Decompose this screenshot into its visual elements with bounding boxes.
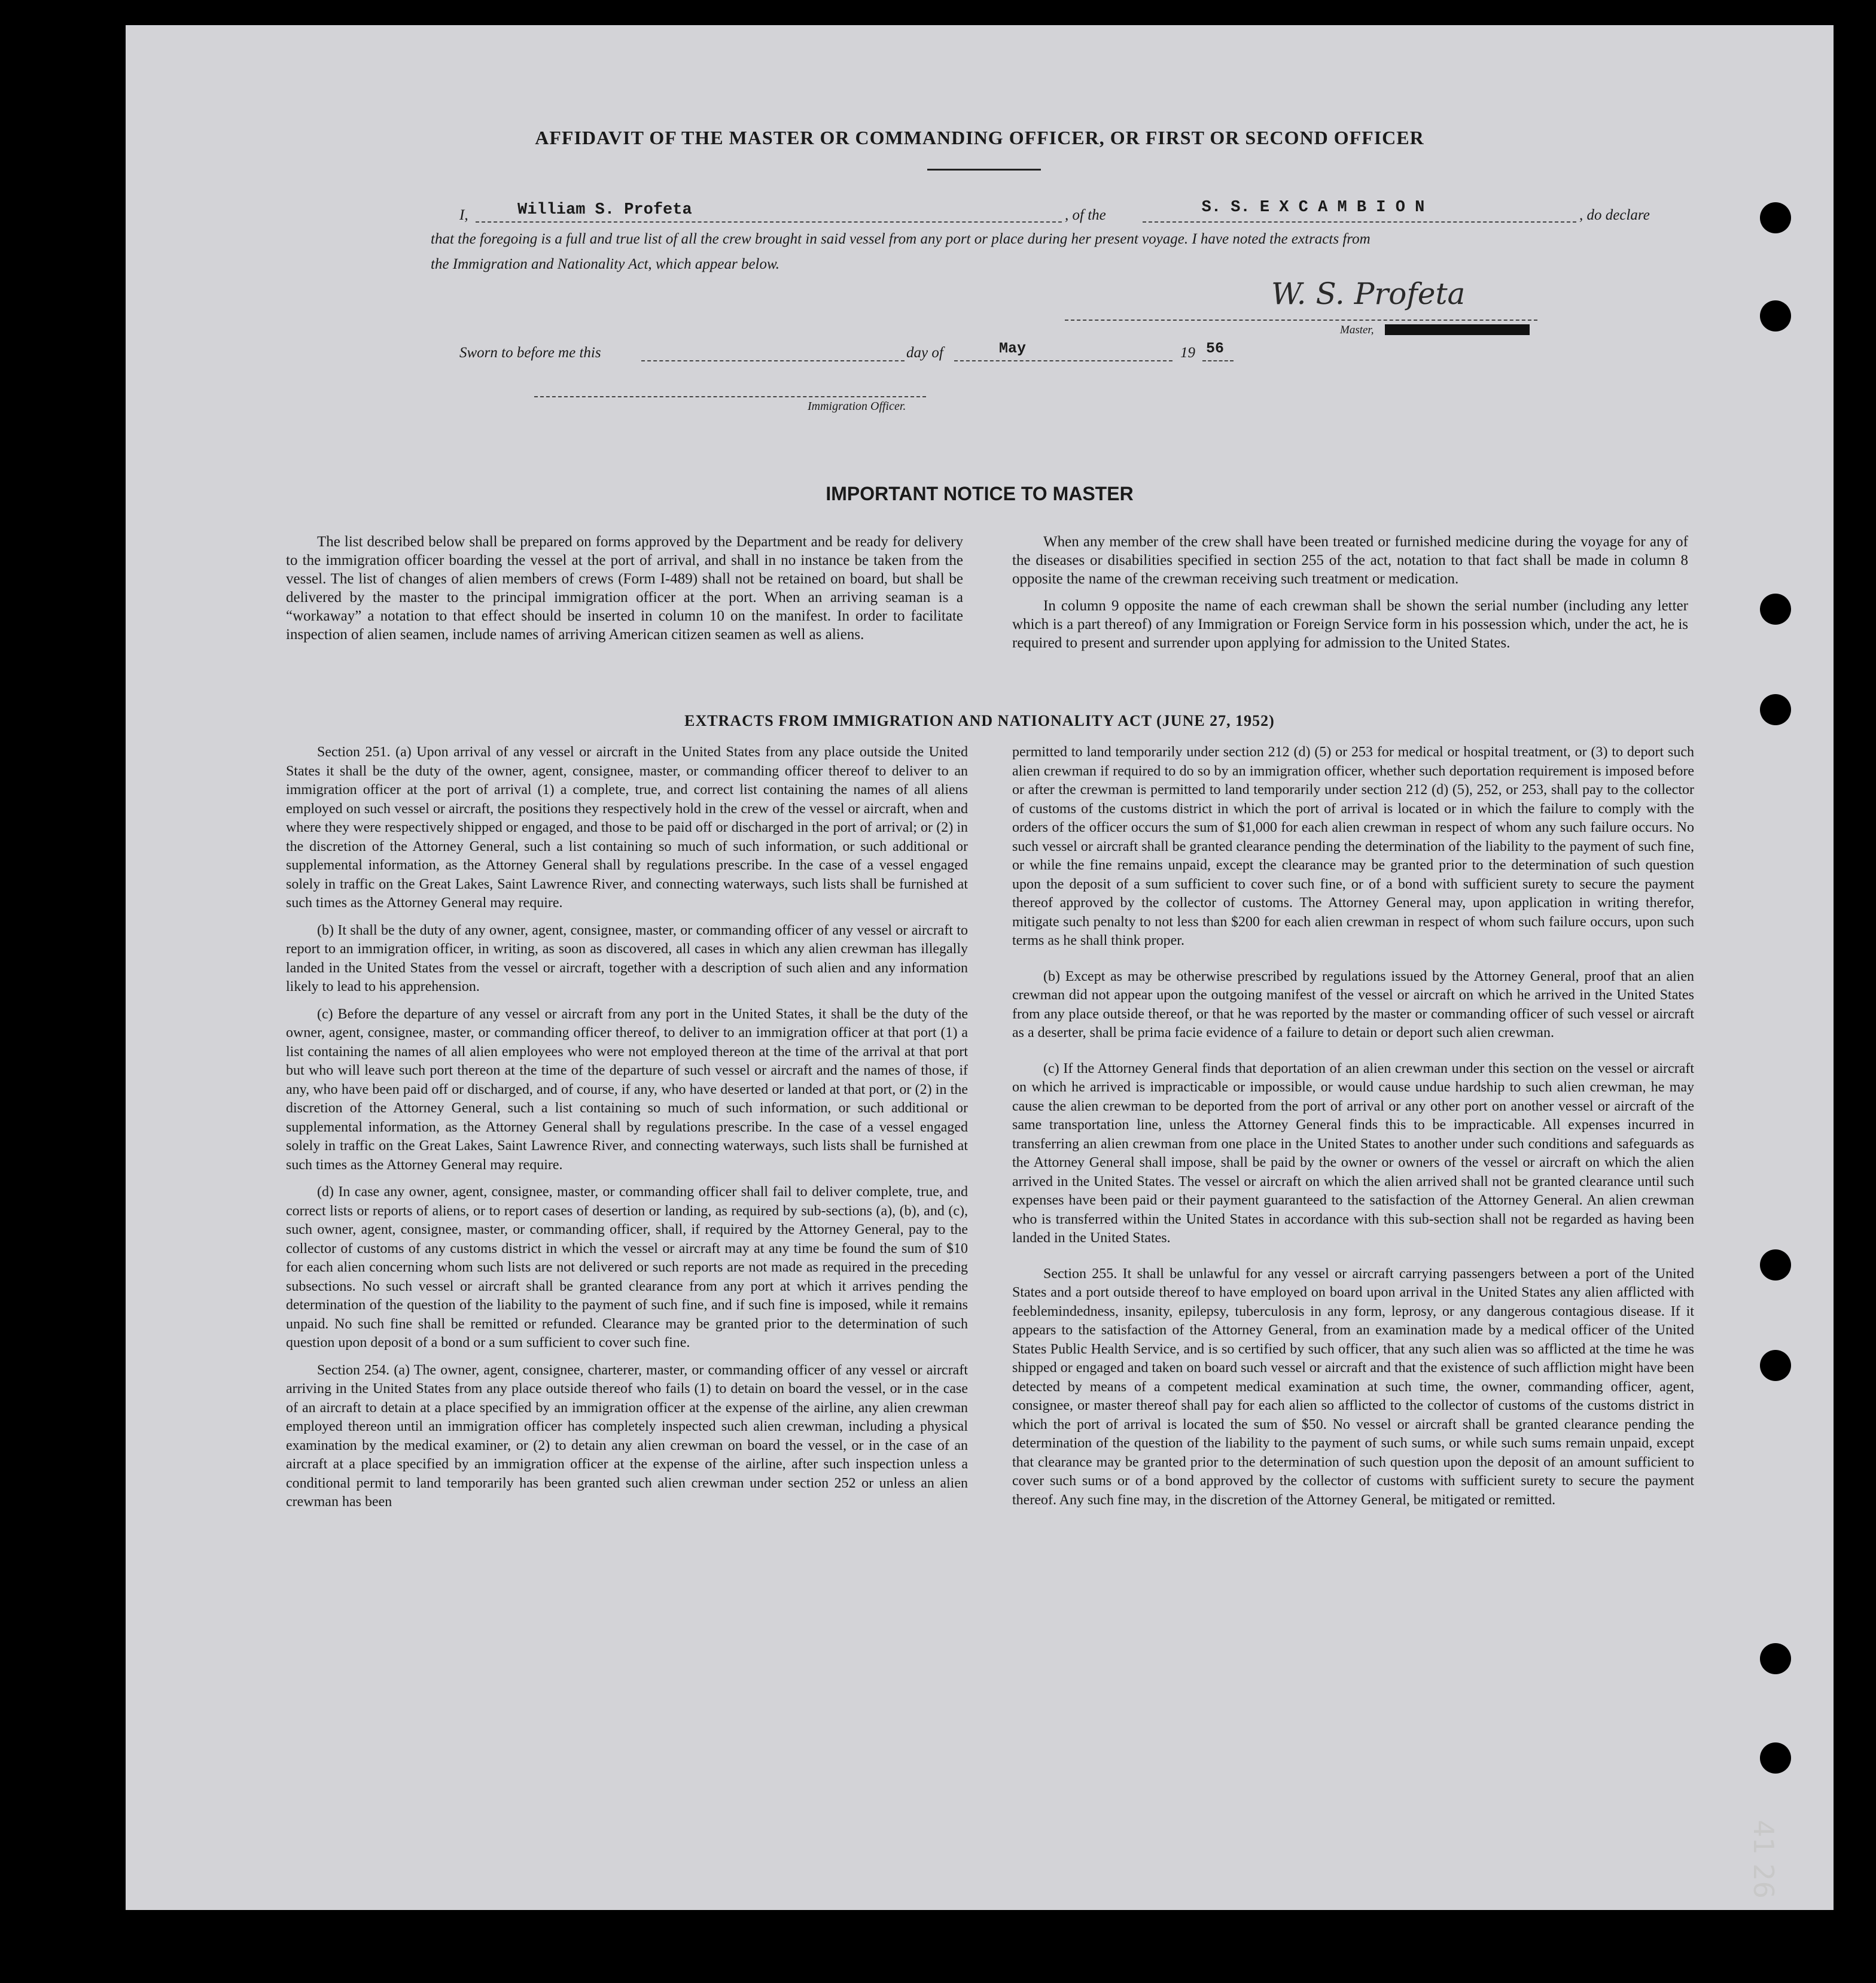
month-underline — [954, 360, 1172, 361]
master-signature: W. S. Profeta — [1271, 276, 1466, 311]
notice-heading: IMPORTANT NOTICE TO MASTER — [826, 483, 1134, 504]
extract-paragraph: (c) If the Attorney General finds that deportation of an alien crewman under this section on the vessel or aircraft on which he arrived is impracticable or impossible, or would cause undue hardship to such alien crewman, he may cause the alien crewman to be deported from the port of arrival or any other port on another vessel or aircraft of the same transportation line, unless the Attorney General finds this to be impracticable. All expenses incurred in transferring an alien crewman from one place in the United States to another under such conditions and safeguards as the Attorney General shall impose, shall be paid by the owner or owners of the vessel or aircraft on which the alien arrived in the United States. The vessel or aircraft on which the alien arrived shall not be granted clearance until such expenses have been paid or their payment guaranteed to the satisfaction of the Attorney General. An alien crewman who is transferred within the United States in accordance with this sub-section shall not be regarded as having been landed in the United States. — [1012, 1060, 1694, 1246]
handwritten-page-number: 41 26 — [1747, 1820, 1780, 1899]
notice-paragraph: The list described below shall be prepared on forms approved by the Department and be ready for delivery to the immigration officer boarding the vessel at the port of arrival, and shall in no instance be taken from the vessel. The list of changes of alien members of crews (Form I-489) shall not be retained on board, but shall be delivered by the master to the principal immigration officer at the port. When an arriving seaman is a “workaway” a notation to that effect should be inserted in column 10 on the manifest. In order to facilitate inspection of alien seamen, include names of arriving American citizen seamen as well as aliens. — [286, 534, 963, 643]
extract-paragraph: Section 254. (a) The owner, agent, consignee, charterer, master, or commanding officer of any vessel or aircraft arriving in the United States from any place outside thereof who fails (1) to detain on board the vessel, or in the case of an aircraft to detain at a place specified by an immigration officer at the expense of the airline, any alien crewman employed thereon until an immigration officer has completely inspected such alien crewman, including a physical examination by the medical examiner, or (2) to detain any alien crewman on board the vessel, or in the case of an aircraft at a place specified by an immigration officer at the expense of the airline, after such inspection unless a conditional permit to land temporarily has been granted such alien crewman under section 252 or unless an alien crewman has been — [286, 1362, 968, 1510]
day-of-label: day of — [906, 345, 943, 361]
extract-paragraph: (b) Except as may be otherwise prescribed by regulations issued by the Attorney General, proof that an alien crewman did not appear upon the outgoing manifest of the vessel or aircraft on which he arrived in the United States from any place outside thereof, or that he was reported by the master or commanding officer of such vessel or aircraft as a deserter, shall be prima facie evidence of a failure to detain or deport such alien crewman. — [1012, 968, 1694, 1041]
declaration-line-1: that the foregoing is a full and true list of all the crew brought in said vessel from any port or place during her present voyage. I have noted the extracts from — [431, 231, 1371, 247]
do-declare-label: , do declare — [1579, 207, 1650, 223]
binder-hole — [1760, 202, 1791, 233]
of-the-label: , of the — [1065, 207, 1106, 223]
extract-paragraph: permitted to land temporarily under section 212 (d) (5) or 253 for medical or hospital treatment, or (3) to deport such alien crewman if required to do so by an immigration officer, whether such deportation requirement is imposed before or after the crewman is permitted to land temporarily under section 212 (d) (5), 252, or 253, shall pay to the collector of customs of the customs district in which the port of arrival is located or in which the failure to comply with the orders of the officer occurs the sum of $1,000 for each alien crewman in respect of whom any such failure occurs. No such vessel or aircraft shall be granted clearance pending the determination of the liability to the payment of such fine, or while the fine remains unpaid, except the clearance may be granted prior to the determination of such question upon the deposit of a sum sufficient to cover such fine, or of a bond with sufficient surety to secure the payment thereof approved by the collector of customs. The Attorney General may, upon application in writing therefor, mitigate such penalty to not less than $200 for each alien crewman in respect of whom such failure occurs, upon such terms as he shall think proper. — [1012, 744, 1694, 948]
notice-left-column — [286, 533, 963, 652]
extracts-heading: EXTRACTS FROM IMMIGRATION AND NATIONALITY ACT (JUNE 27, 1952) — [684, 712, 1275, 729]
redacted-title — [1385, 324, 1530, 335]
binder-hole — [1760, 1350, 1791, 1381]
year-field[interactable]: 56 — [1206, 340, 1225, 357]
extract-paragraph: (c) Before the departure of any vessel or aircraft from any port in the United States, it shall be the duty of the owner, agent, consignee, master, or commanding officer thereof, to deliver to an immigration officer at that port (1) a list containing the names of all alien employees who were not employed thereon at the time of the arrival at that port but who will leave such port thereon at the time of the departure of such vessel or aircraft and the names of those, if any, who have been paid off or discharged, and of course, if any, who have deserted or landed at that port, or (2) in the discretion of the Attorney General, such a list containing so much of such information, or such additional or supplemental information, as the Attorney General shall by regulations prescribe. In the case of a vessel engaged solely in traffic on the Great Lakes, Saint Lawrence River, and connecting waterways, such lists shall be furnished at such times as the Attorney General may require. — [286, 1006, 968, 1173]
extract-paragraph: Section 255. It shall be unlawful for any vessel or aircraft carrying passengers between a port of the United States and a port outside thereof to have employed on board upon arrival in the United States any alien afflicted with feeblemindedness, insanity, epilepsy, tuberculosis in any form, leprosy, or any dangerous contagious disease. If it appears to the satisfaction of the Attorney General, from an examination made by a medical officer of the United States Public Health Service, and is so certified by such officer, that any such alien was so afflicted at the time he was shipped or engaged and taken on board such vessel or aircraft and that the existence of such affliction might have been detected by means of a competent medical examination at such time, the owner, commanding officer, agent, consignee, or master thereof shall pay for each alien so afflicted to the collector of customs of the customs district in which the port of arrival is located the sum of $50. No vessel or aircraft shall be granted clearance pending the determination of the question of the liability to the payment of such sums, or while such sums remain unpaid, except that clearance may be granted prior to the determination of such question upon the deposit of an amount sufficient to cover such sums or of a bond approved by the collector of customs with sufficient surety to secure the payment thereof. Any such fine may, in the discretion of the Attorney General, be mitigated or remitted. — [1012, 1266, 1694, 1508]
year-prefix: 19 — [1180, 345, 1195, 361]
month-field[interactable]: May — [999, 340, 1027, 357]
vessel-underline — [1143, 221, 1576, 223]
sworn-date-underline — [641, 360, 904, 361]
vessel-name-field[interactable]: S. S. E X C A M B I O N — [1201, 199, 1425, 217]
extract-paragraph: (b) It shall be the duty of any owner, agent, consignee, master, or commanding officer of any vessel or aircraft to report to an immigration officer, in writing, as soon as discovered, all cases in which any alien crewman has illegally landed in the United States from the vessel or aircraft, together with a description of such alien and any information likely to lead to his apprehension. — [286, 922, 968, 994]
affidavit-title: AFFIDAVIT OF THE MASTER OR COMMANDING OFFICER, OR FIRST OR SECOND OFFICER — [535, 127, 1424, 148]
document-page — [126, 25, 1834, 1910]
name-underline — [476, 221, 1062, 223]
extract-paragraph: Section 251. (a) Upon arrival of any vessel or aircraft in the United States from any place outside the United States it shall be the duty of the owner, agent, consignee, master, or commanding officer thereof to deliver to an immigration officer at the port of arrival (1) a complete, true, and correct list containing the names of all aliens employed on such vessel or aircraft, the positions they respectively hold in the crew of the vessel or aircraft, when and where they were respectively shipped or engaged, and those to be paid off or discharged in the port of arrival; or (2) in the discretion of the Attorney General, such a list containing so much of such information, or such additional or supplemental information, as the Attorney General shall by regulations prescribe. In the case of a vessel engaged solely in traffic on the Great Lakes, Saint Lawrence River, and connecting waterways, such lists shall be furnished at such times as the Attorney General may require. — [286, 744, 968, 911]
signature-underline — [1065, 320, 1537, 321]
binder-hole — [1760, 1742, 1791, 1774]
sworn-label: Sworn to before me this — [459, 345, 601, 361]
binder-hole — [1760, 694, 1791, 725]
i-label: I, — [459, 207, 468, 223]
notice-right-column — [1012, 533, 1688, 661]
binder-hole — [1760, 300, 1791, 331]
officer-underline — [534, 396, 926, 397]
extract-paragraph: (d) In case any owner, agent, consignee, master, or commanding officer shall fail to deliver complete, true, and correct lists or reports of aliens, or to report cases of desertion or landing, as required by sub-sections (a), (b), and (c), such owner, agent, consignee, master, or commanding officer, shall, if required by the Attorney General, pay to the collector of customs of any customs district in which the vessel or aircraft may at any time be found the sum of $10 for each alien concerning whom such lists are not delivered or such reports are not made as required in the preceding subsections. No such vessel or aircraft shall be granted clearance from any port at which it arrives pending the determination of the question of the liability to the payment of such fine, and if such fine is imposed, while it remains unpaid. No such fine shall be remitted or refunded. Clearance may be granted prior to the determination of such question upon deposit of a bond or a sum sufficient to cover such fine. — [286, 1184, 968, 1351]
title-underline — [927, 169, 1041, 171]
immigration-officer-label: Immigration Officer. — [808, 400, 906, 413]
master-label: Master, — [1340, 324, 1374, 336]
master-name-field[interactable]: William S. Profeta — [517, 201, 692, 219]
binder-hole — [1760, 1643, 1791, 1674]
binder-hole — [1760, 594, 1791, 625]
extracts-right-column — [1012, 743, 1694, 1518]
extracts-left-column — [286, 743, 968, 1520]
declaration-line-2: the Immigration and Nationality Act, which appear below. — [431, 256, 780, 272]
binder-hole — [1760, 1249, 1791, 1281]
year-underline — [1202, 360, 1234, 361]
notice-paragraph: When any member of the crew shall have been treated or furnished medicine during the voyage for any of the diseases or disabilities specified in section 255 of the act, notation to that fact shall be made in column 8 opposite the name of the crewman receiving such treatment or medication. — [1012, 534, 1688, 587]
notice-paragraph: In column 9 opposite the name of each crewman shall be shown the serial number (including any letter which is a part thereof) of any Immigration or Foreign Service form in his possession which, under the act, he is required to present and surrender upon applying for admission to the United States. — [1012, 598, 1688, 651]
